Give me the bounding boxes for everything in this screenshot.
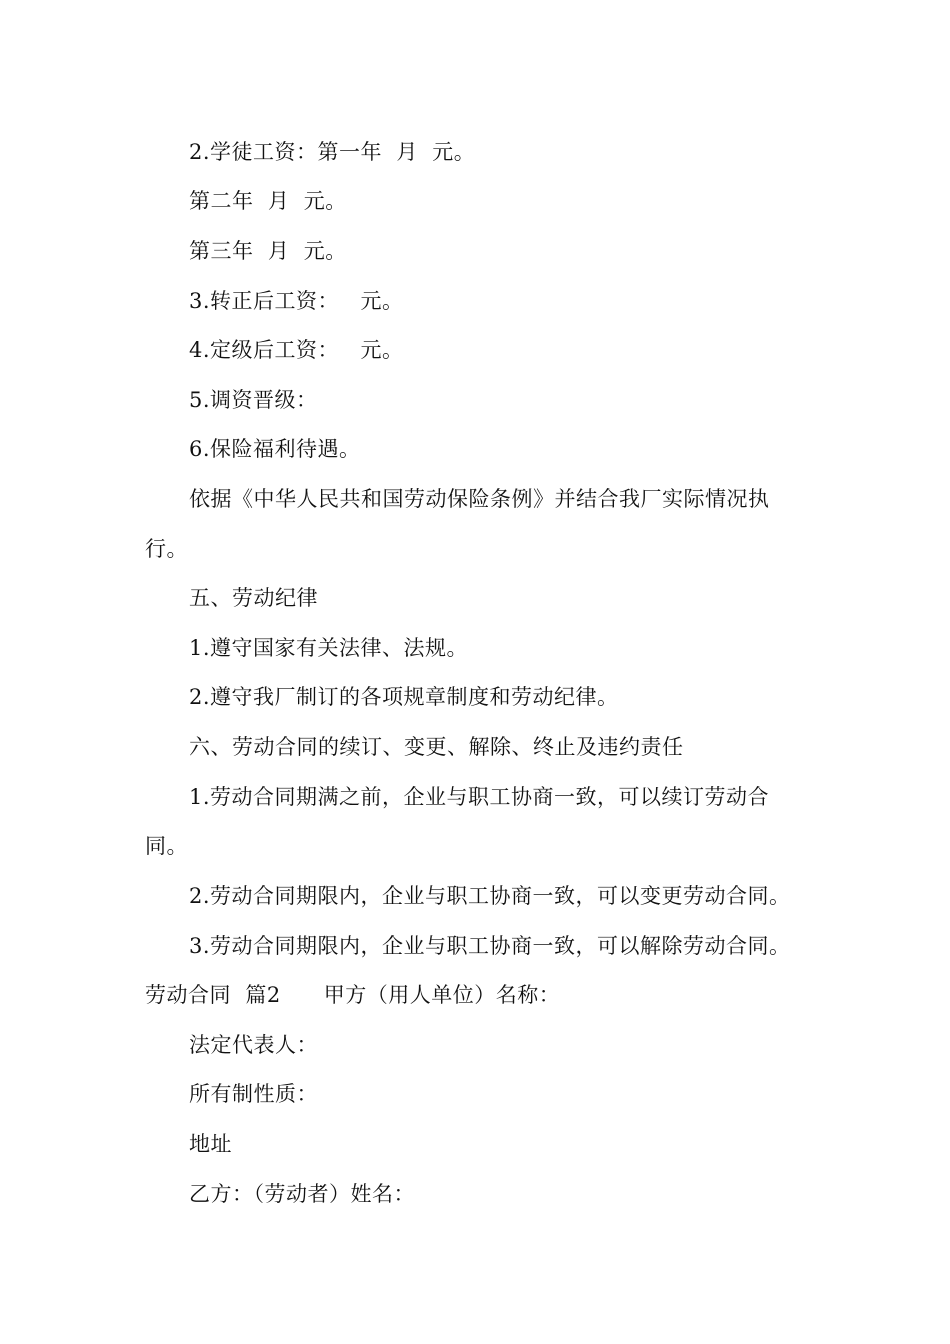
text-line: 2.遵守我厂制订的各项规章制度和劳动纪律。 <box>189 685 619 709</box>
text-line: 1.遵守国家有关法律、法规。 <box>189 636 469 660</box>
text-line: 依据《中华人民共和国劳动保险条例》并结合我厂实际情况执 <box>189 487 770 511</box>
text-line: 乙方：（劳动者）姓名： <box>189 1182 415 1206</box>
section-heading: 六、劳动合同的续订、变更、解除、终止及违约责任 <box>189 735 684 759</box>
text-line: 3.转正后工资： 元。 <box>189 289 404 313</box>
text-line: 5.调资晋级： <box>189 388 318 412</box>
text-line: 3.劳动合同期限内，企业与职工协商一致，可以解除劳动合同。 <box>189 934 791 958</box>
text-line: 第三年 月 元。 <box>189 239 347 263</box>
text-line: 地址 <box>189 1132 232 1156</box>
contract-title-line: 劳动合同 篇2 甲方（用人单位）名称： <box>145 983 561 1007</box>
text-line: 法定代表人： <box>189 1033 318 1057</box>
text-line: 2.学徒工资：第一年 月 元。 <box>189 140 476 164</box>
text-line: 同。 <box>145 834 188 858</box>
text-line: 1.劳动合同期满之前，企业与职工协商一致，可以续订劳动合 <box>189 785 770 809</box>
text-line: 行。 <box>145 537 188 561</box>
text-line: 所有制性质： <box>189 1082 318 1106</box>
text-line: 2.劳动合同期限内，企业与职工协商一致，可以变更劳动合同。 <box>189 884 791 908</box>
text-line: 第二年 月 元。 <box>189 189 347 213</box>
text-line: 6.保险福利待遇。 <box>189 437 361 461</box>
section-heading: 五、劳动纪律 <box>189 586 318 610</box>
text-line: 4.定级后工资： 元。 <box>189 338 404 362</box>
